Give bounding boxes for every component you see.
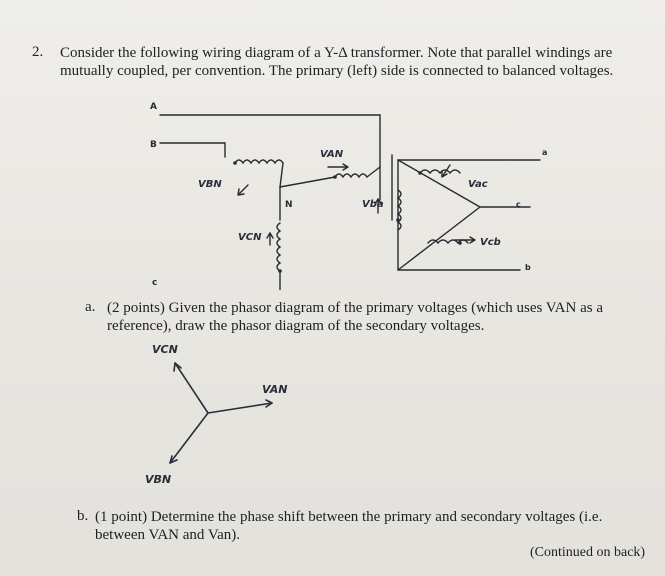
question-text: Consider the following wiring diagram of a Y-Δ transformer. Note that parallel windings are mutually coupled, per convention. The primary (left) side is connected to balanced voltages.: [60, 45, 614, 79]
terminal-B-label: B: [150, 140, 157, 150]
part-b-text: (1 point) Determine the phase shift between the primary and secondary voltages (i.e. between VAN and Van).: [95, 509, 603, 543]
van-label: VAN: [320, 149, 344, 160]
vcn-label: VCN: [238, 232, 262, 243]
phasor-van-label: VAN: [262, 383, 288, 396]
question-number: 2.: [32, 44, 44, 60]
part-b-label: b.: [77, 508, 89, 524]
vac-label: Vac: [468, 179, 488, 190]
vcb-label: Vcb: [480, 237, 501, 248]
continued-note: (Continued on back): [530, 545, 646, 560]
terminal-b-label: b: [525, 263, 531, 272]
part-a-label: a.: [85, 299, 96, 315]
terminal-c-label: c: [516, 200, 521, 209]
wiring-diagram: [130, 95, 560, 290]
vba-label: Vba: [362, 199, 384, 210]
terminal-a-label: a: [542, 148, 548, 157]
phasor-diagram: [140, 335, 300, 490]
phasor-vcn-label: VCN: [152, 343, 178, 356]
vbn-label: VBN: [198, 179, 222, 190]
neutral-N-label: N: [285, 200, 293, 210]
part-a-text: (2 points) Given the phasor diagram of the primary voltages (which uses VAN as a reference), draw the phasor diagram of the secondary voltages.: [107, 300, 604, 334]
terminal-C-label: c: [152, 278, 158, 288]
phasor-vbn-label: VBN: [145, 473, 172, 486]
terminal-A-label: A: [150, 102, 157, 112]
